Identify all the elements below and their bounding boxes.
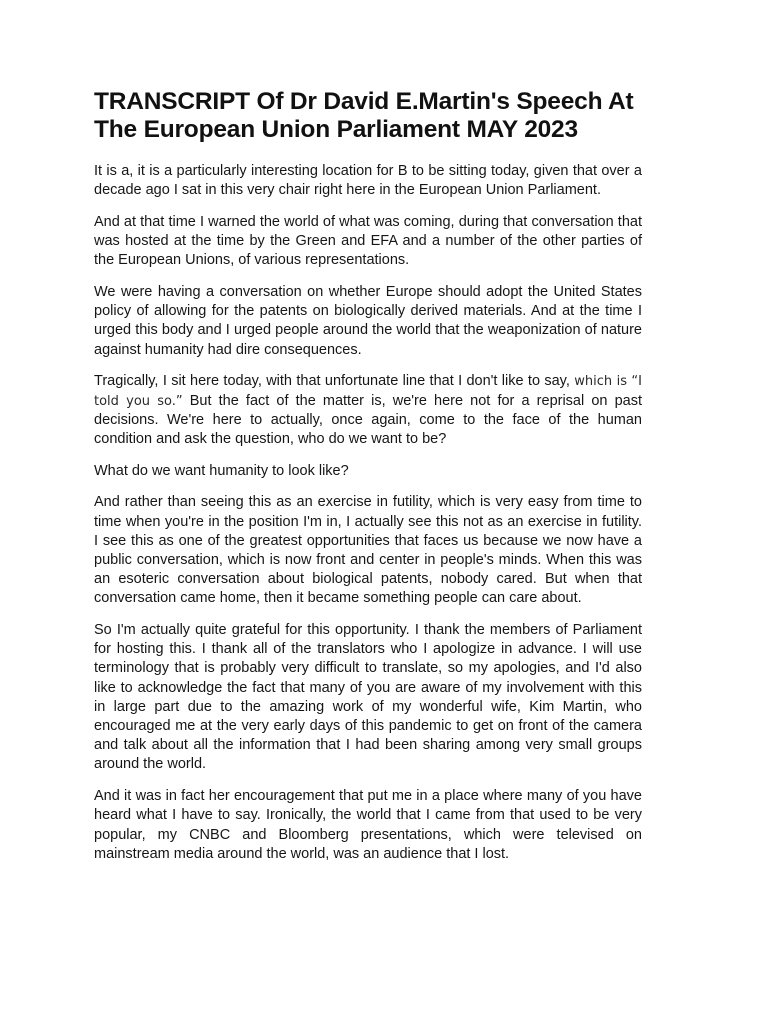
document-title: TRANSCRIPT Of Dr David E.Martin's Speech At The European Union Parliament MAY 2023 [94,88,634,143]
paragraph-6: And rather than seeing this as an exercise in futility, which is very easy from time to time when you're in the position I'm in, I actually see this not as an exercise in futility. I see this as one of the greatest opportunities that faces us because we now have a public conversation, which is now front and center in people's minds. When this was an esoteric conversation about biological patents, nobody cared. But when that conversation came home, then it became something people can care about. [94,494,642,607]
paragraph-4-after: But the fact of the matter is, we're here not for a reprisal on past decisions. We're here to actually, once again, come to the face of the human condition and ask the question, who do we want to be? [94,392,642,447]
paragraph-4-before: Tragically, I sit here today, with that unfortunate line that I don't like to say, [94,373,570,390]
paragraph-3: We were having a conversation on whether Europe should adopt the United States policy of allowing for the patents on biologically derived materials. And at the time I urged this body and I urged people around the world that the weaponization of nature against humanity had dire consequences. [94,284,642,358]
paragraph-1: It is a, it is a particularly interesting location for B to be sitting today, given that over a decade ago I sat in this very chair right here in the European Union Parliament. [94,163,642,199]
paragraph-4-quote: which is “I told you so.” [94,374,642,409]
paragraph-2: And at that time I warned the world of what was coming, during that conversation that was hosted at the time by the Green and EFA and a number of the other parties of the European Unions, of various representations. [94,213,642,269]
paragraph-4 [94,372,642,449]
document-page [94,88,642,877]
paragraph-8: And it was in fact her encouragement that put me in a place where many of you have heard what I have to say. Ironically, the world that I came from that used to be very popular, my CNBC and Bloomberg presentations, which were televised on mainstream media around the world, was an audience that I lost. [94,788,642,862]
paragraph-7: So I'm actually quite grateful for this opportunity. I thank the members of Parliament for hosting this. I thank all of the translators who I apologize in advance. I will use terminology that is probably very difficult to translate, so my apologies, and I'd also like to acknowledge the fact that many of you are aware of my involvement with this in large part due to the amazing work of my wonderful wife, Kim Martin, who encouraged me at the very early days of this pandemic to get on front of the camera and talk about all the information that I had been sharing among very small groups around the world. [94,622,642,773]
paragraph-5: What do we want humanity to look like? [94,462,349,479]
